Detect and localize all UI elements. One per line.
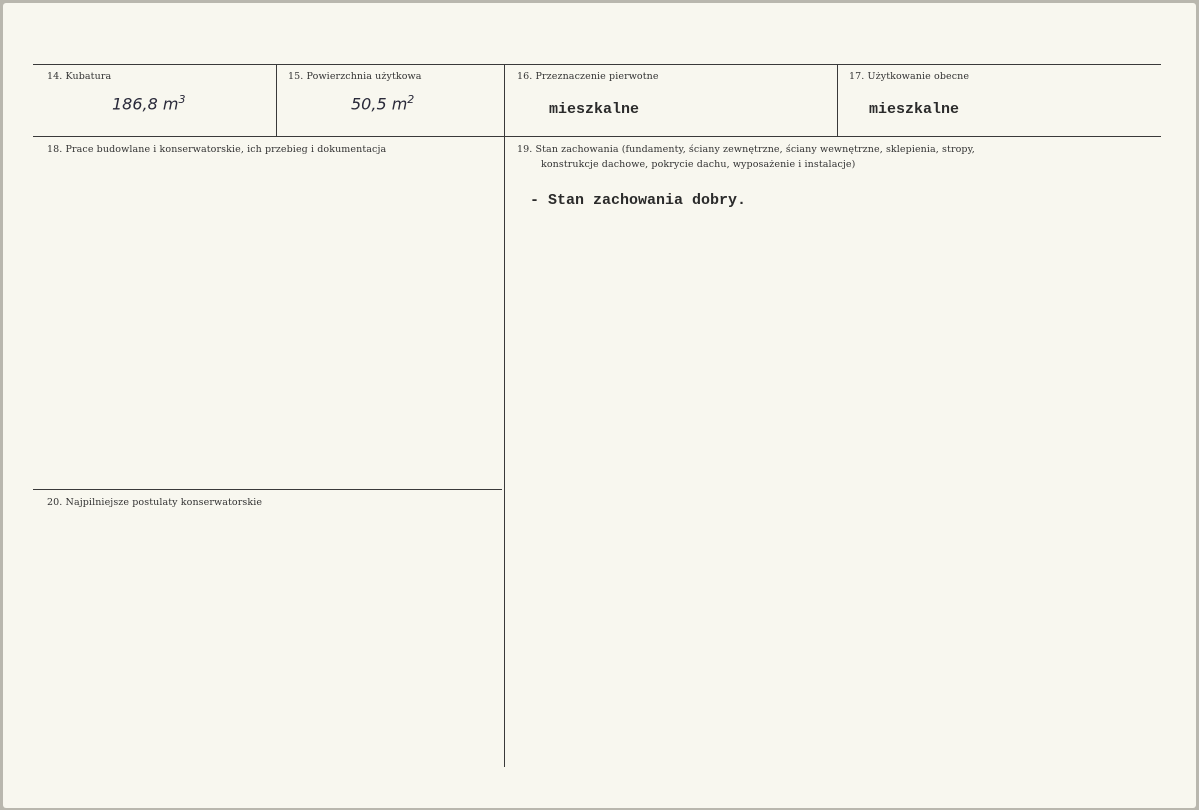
section-18-20-divider <box>33 489 502 490</box>
field-17-label: 17. Użytkowanie obecne <box>849 71 970 82</box>
field-15-value-exponent: 2 <box>407 93 415 106</box>
col-divider-14-15 <box>276 65 277 136</box>
field-16-label: 16. Przeznaczenie pierwotne <box>517 71 659 82</box>
field-19-label-line2: konstrukcje dachowe, pokrycie dachu, wyposażenie i instalacje) <box>541 159 856 170</box>
top-rule <box>33 64 1161 65</box>
record-card <box>3 3 1196 808</box>
field-19-label-line1: 19. Stan zachowania (fundamenty, ściany zewnętrzne, ściany wewnętrzne, sklepienia, stropy, <box>517 144 975 155</box>
field-14-label: 14. Kubatura <box>47 71 112 82</box>
col-divider-16-17 <box>837 65 838 136</box>
field-14-value-exponent: 3 <box>178 93 186 106</box>
col-divider-15-16 <box>504 65 505 767</box>
field-14-value <box>112 93 185 113</box>
field-15-value-number: 50,5 m <box>351 94 408 114</box>
field-19-value: - Stan zachowania dobry. <box>530 192 747 209</box>
field-14-value-number: 186,8 m <box>112 94 179 114</box>
field-15-value <box>351 93 414 113</box>
row-divider <box>33 136 1161 137</box>
field-15-label: 15. Powierzchnia użytkowa <box>288 71 422 82</box>
field-20-label: 20. Najpilniejsze postulaty konserwatorskie <box>47 497 263 508</box>
field-18-label: 18. Prace budowlane i konserwatorskie, ich przebieg i dokumentacja <box>47 144 387 155</box>
field-17-value: mieszkalne <box>869 101 960 118</box>
field-16-value: mieszkalne <box>549 101 640 118</box>
